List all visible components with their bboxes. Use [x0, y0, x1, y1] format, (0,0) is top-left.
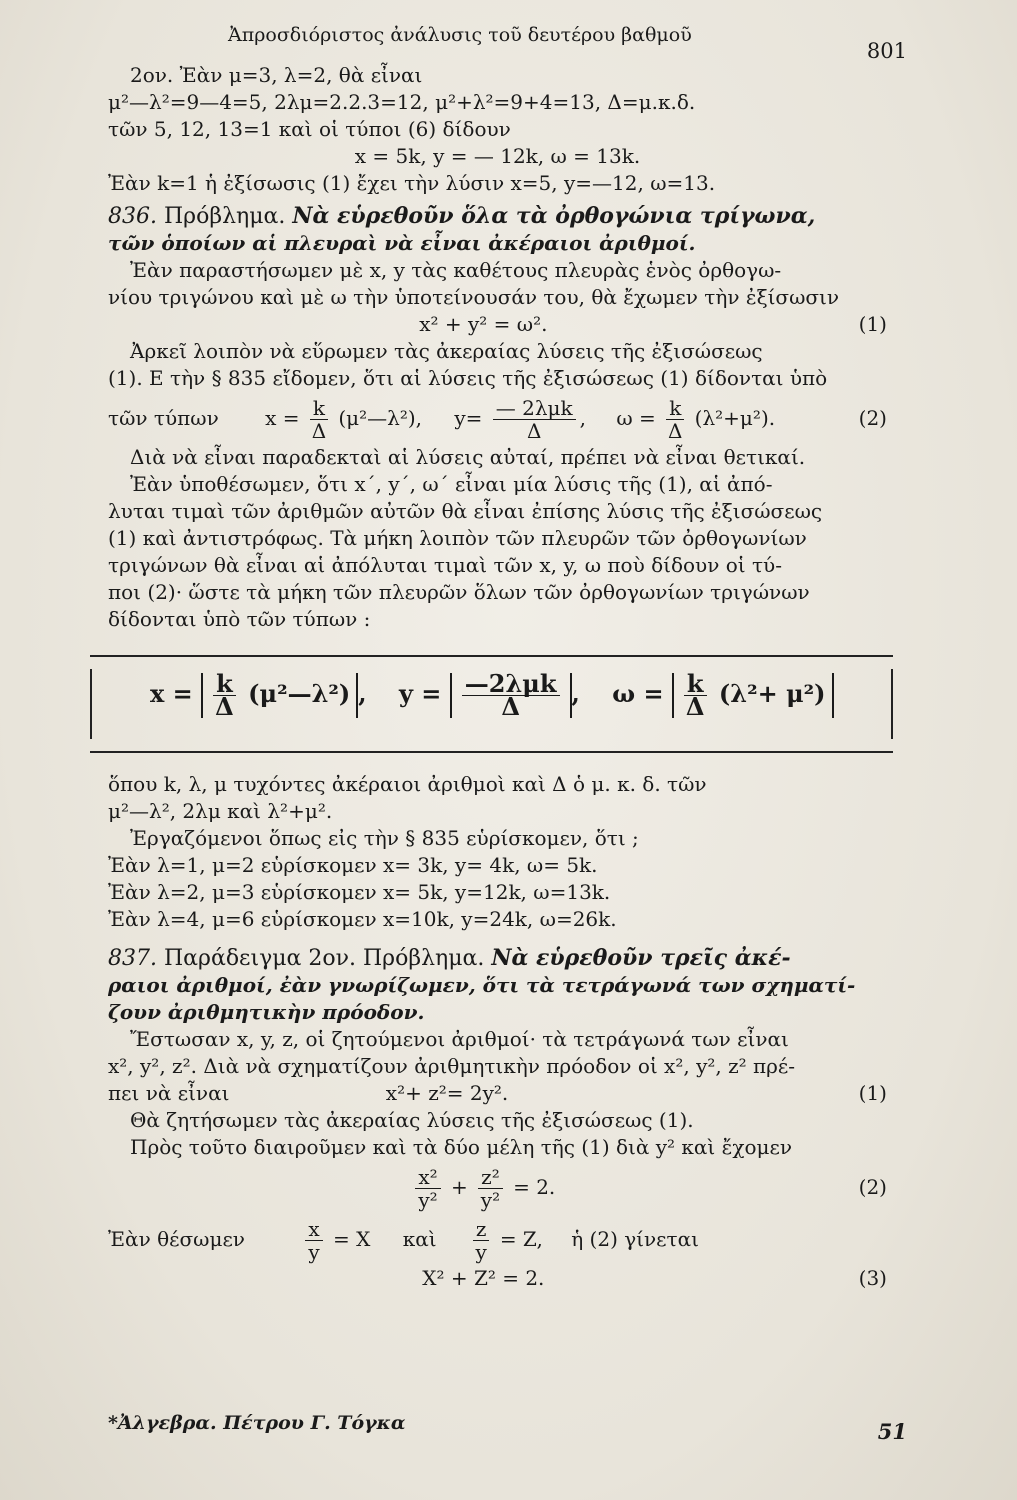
problem-statement-cont: ζουν ἀριθμητικὴν πρόοδον. — [108, 1000, 425, 1024]
section-number: 837. — [108, 946, 157, 971]
denominator: Δ — [527, 419, 542, 443]
text-line: x², y², z². Διὰ νὰ σχηματίζουν ἀριθμητικὴν πρόοδον οἱ x², y², z² πρέ- — [108, 1054, 796, 1078]
problem-statement: Νὰ εὑρεθοῦν τρεῖς ἀκέ- — [491, 945, 791, 971]
page-header — [108, 18, 907, 63]
equation-text: X² + Z² = 2. — [422, 1266, 545, 1290]
text-line: δίδονται ὑπὸ τῶν τύπων : — [108, 607, 371, 631]
text-lead: πει νὰ εἶναι — [108, 1081, 230, 1105]
text-line: Πρὸς τοῦτο διαιροῦμεν καὶ τὰ δύο μέλη τῆς (1) διὰ y² καὶ ἔχομεν — [130, 1135, 793, 1159]
boxed-formula-content — [150, 669, 834, 721]
text-line: (1) καὶ ἀντιστρόφως. Τὰ μήκη λοιπὸν τῶν πλευρῶν τῶν ὀρθογωνίων — [108, 526, 807, 550]
numerator: x² — [415, 1166, 440, 1189]
text-line: Ἐὰν ὑποθέσωμεν, ὅτι x΄, y΄, ω΄ εἶναι μία λύσις τῆς (1), αἱ ἀπό- — [130, 472, 773, 496]
fraction-y — [462, 669, 560, 721]
text-line: 2ον. Ἐὰν μ=3, λ=2, θὰ εἶναι — [130, 63, 423, 87]
sub-eq-z: = Z, — [499, 1227, 543, 1251]
equation-2 — [108, 392, 887, 444]
text-line: μ²—λ², 2λμ καὶ λ²+μ². — [108, 799, 333, 823]
text-line: Ἐὰν k=1 ἡ ἐξίσωσις (1) ἔχει τὴν λύσιν x=5, y=—12, ω=13. — [108, 171, 716, 195]
equation-number: (2) — [858, 406, 887, 430]
plus-sign: + — [451, 1175, 468, 1199]
equation-3 — [108, 1265, 887, 1292]
fraction-k-delta — [684, 669, 707, 721]
problem-statement-cont: τῶν ὁποίων αἱ πλευραὶ νὰ εἶναι ἀκέραιοι ἀριθμοί. — [108, 231, 696, 255]
box-w-rhs: (λ²+ μ²) — [718, 679, 826, 708]
formula-y-lhs: y= — [454, 406, 483, 430]
text-line: νίου τριγώνου καὶ μὲ ω τὴν ὑποτείνουσάν του, θὰ ἔχωμεν τὴν ἐξίσωσιν — [108, 285, 840, 309]
signature-number: 51 — [877, 1419, 907, 1444]
fraction-y — [493, 397, 576, 442]
equation-text: x²+ z²= 2y². — [385, 1081, 509, 1105]
example-2-block — [108, 62, 887, 197]
numerator: — 2λμk — [493, 397, 576, 420]
result-row: Ἐὰν λ=2, μ=3 εὑρίσκομεν x= 5k, y=12k, ω=13k. — [108, 880, 611, 904]
numerator: —2λμk — [462, 673, 560, 696]
result-row: Ἐὰν λ=1, μ=2 εὑρίσκομεν x= 3k, y= 4k, ω= 5k. — [108, 853, 598, 877]
page-footer — [108, 1410, 907, 1450]
section-title: Πρόβλημα. — [163, 204, 286, 229]
denominator: y — [475, 1240, 487, 1264]
equation-2 — [108, 1161, 887, 1213]
box-w-lhs: ω = — [612, 679, 664, 708]
text-line: ὅπου k, λ, μ τυχόντες ἀκέραιοι ἀριθμοὶ καὶ Δ ὁ μ. κ. δ. τῶν — [108, 772, 707, 796]
equation-number: (2) — [858, 1175, 887, 1199]
comma: , — [358, 679, 367, 708]
numerator: k — [310, 397, 328, 420]
fraction-k-delta — [666, 397, 684, 442]
book-credit: *Ἀλγεβρα. Πέτρου Γ. Τόγκα — [108, 1412, 406, 1434]
text-line: μ²—λ²=9—4=5, 2λμ=2.2.3=12, μ²+λ²=9+4=13, Δ=μ.κ.δ. — [108, 90, 696, 114]
problem-statement: Νὰ εὑρεθοῦν ὅλα τὰ ὀρθογώνια τρίγωνα, — [292, 203, 816, 229]
text-line: ποι (2)· ὥστε τὰ μήκη τῶν πλευρῶν ὅλων τῶν ὀρθογωνίων τριγώνων — [108, 580, 810, 604]
fraction-z-y — [473, 1218, 490, 1263]
result-row: Ἐὰν λ=4, μ=6 εὑρίσκομεν x=10k, y=24k, ω=26k. — [108, 907, 617, 931]
sub-eq-x: = X — [332, 1227, 371, 1251]
text-line: Θὰ ζητήσωμεν τὰς ἀκεραίας λύσεις τῆς ἐξισώσεως (1). — [130, 1108, 694, 1132]
fraction-x2-y2 — [415, 1166, 440, 1211]
numerator: k — [684, 673, 707, 696]
boxed-formula — [90, 655, 893, 753]
equation-number: (1) — [858, 312, 887, 336]
text-line: τῶν 5, 12, 13=1 καὶ οἱ τύποι (6) δίδουν — [108, 117, 511, 141]
section-heading — [108, 945, 887, 972]
denominator: Δ — [215, 692, 234, 721]
text-line: Ἔστωσαν x, y, z, οἱ ζητούμενοι ἀριθμοί· τὰ τετράγωνά των εἶναι — [130, 1027, 789, 1051]
conjunction: καὶ — [402, 1227, 437, 1251]
equation-number: (1) — [858, 1081, 887, 1105]
section-heading — [108, 203, 887, 230]
box-x-lhs: x = — [150, 679, 193, 708]
text-lead: Ἐὰν θέσωμεν — [108, 1227, 245, 1251]
denominator: y² — [418, 1188, 438, 1212]
numerator: z — [473, 1218, 490, 1241]
comma: , — [571, 679, 580, 708]
section-number: 836. — [108, 204, 157, 229]
text-line: Ἀρκεῖ λοιπὸν νὰ εὕρωμεν τὰς ἀκεραίας λύσεις τῆς ἐξισώσεως — [130, 339, 763, 363]
text-line: τριγώνων θὰ εἶναι αἱ ἀπόλυται τιμαὶ τῶν x, y, ω ποὺ δίδουν οἱ τύ- — [108, 553, 782, 577]
equation-line: x = 5k, y = — 12k, ω = 13k. — [354, 144, 641, 168]
formula-w-rhs: (λ²+μ²). — [694, 406, 776, 430]
equation-number: (3) — [858, 1266, 887, 1290]
fraction-z2-y2 — [478, 1166, 503, 1211]
abs-y — [450, 669, 572, 721]
numerator: x — [305, 1218, 322, 1241]
text-line: Ἐὰν παραστήσωμεν μὲ x, y τὰς καθέτους πλευρὰς ἑνὸς ὀρθογω- — [130, 258, 782, 282]
section-837 — [108, 945, 887, 1292]
numerator: k — [213, 673, 236, 696]
box-x-rhs: (μ²—λ²) — [248, 679, 351, 708]
denominator: Δ — [685, 692, 705, 721]
denominator: y² — [480, 1188, 501, 1212]
abs-w — [672, 669, 834, 721]
denominator: y — [308, 1240, 320, 1264]
section-836 — [108, 203, 887, 933]
fraction-k-delta — [310, 397, 328, 442]
box-y-lhs: y = — [399, 679, 442, 708]
substitution-line — [108, 1213, 887, 1265]
text-line: (1). Ε τὴν § 835 εἴδομεν, ὅτι αἱ λύσεις τῆς ἐξισώσεως (1) δίδονται ὑπὸ — [108, 366, 828, 390]
fraction-k-delta — [213, 669, 236, 721]
abs-x — [201, 669, 358, 721]
equation-1 — [108, 311, 887, 338]
formula-x-lhs: x = — [265, 406, 300, 430]
running-title: Ἀπροσδιόριστος ἀνάλυσις τοῦ δευτέρου βαθμοῦ — [228, 24, 692, 46]
text-tail: ἡ (2) γίνεται — [571, 1227, 699, 1251]
denominator: Δ — [311, 419, 327, 443]
numerator: z² — [478, 1166, 503, 1189]
text-line: Ἐργαζόμενοι ὅπως εἰς τὴν § 835 εὑρίσκομεν, ὅτι ; — [130, 826, 639, 850]
denominator: Δ — [501, 692, 520, 721]
equation-rhs: = 2. — [513, 1175, 556, 1199]
section-title: Παράδειγμα 2ον. Πρόβλημα. — [163, 946, 485, 971]
fraction-x-y — [255, 1218, 322, 1263]
formula-w-lhs: ω = — [616, 406, 656, 430]
text-line: λυται τιμαὶ τῶν ἀριθμῶν αὐτῶν θὰ εἶναι ἐπίσης λύσις τῆς ἐξισώσεως — [108, 499, 823, 523]
page-number: 801 — [866, 39, 907, 63]
comma: , — [579, 406, 587, 430]
problem-statement-cont: ραιοι ἀριθμοί, ἐὰν γνωρίζωμεν, ὅτι τὰ τετράγωνά των σχηματί- — [108, 973, 856, 997]
denominator: Δ — [668, 419, 683, 443]
text-line: Διὰ νὰ εἶναι παραδεκταὶ αἱ λύσεις αὐταί, πρέπει νὰ εἶναι θετικαί. — [130, 445, 806, 469]
equation-lead: τῶν τύπων — [108, 406, 219, 430]
equation-text: x² + y² = ω². — [419, 312, 548, 336]
numerator: k — [666, 397, 684, 420]
equation-1 — [108, 1080, 887, 1107]
formula-x-rhs: (μ²—λ²), — [338, 406, 423, 430]
